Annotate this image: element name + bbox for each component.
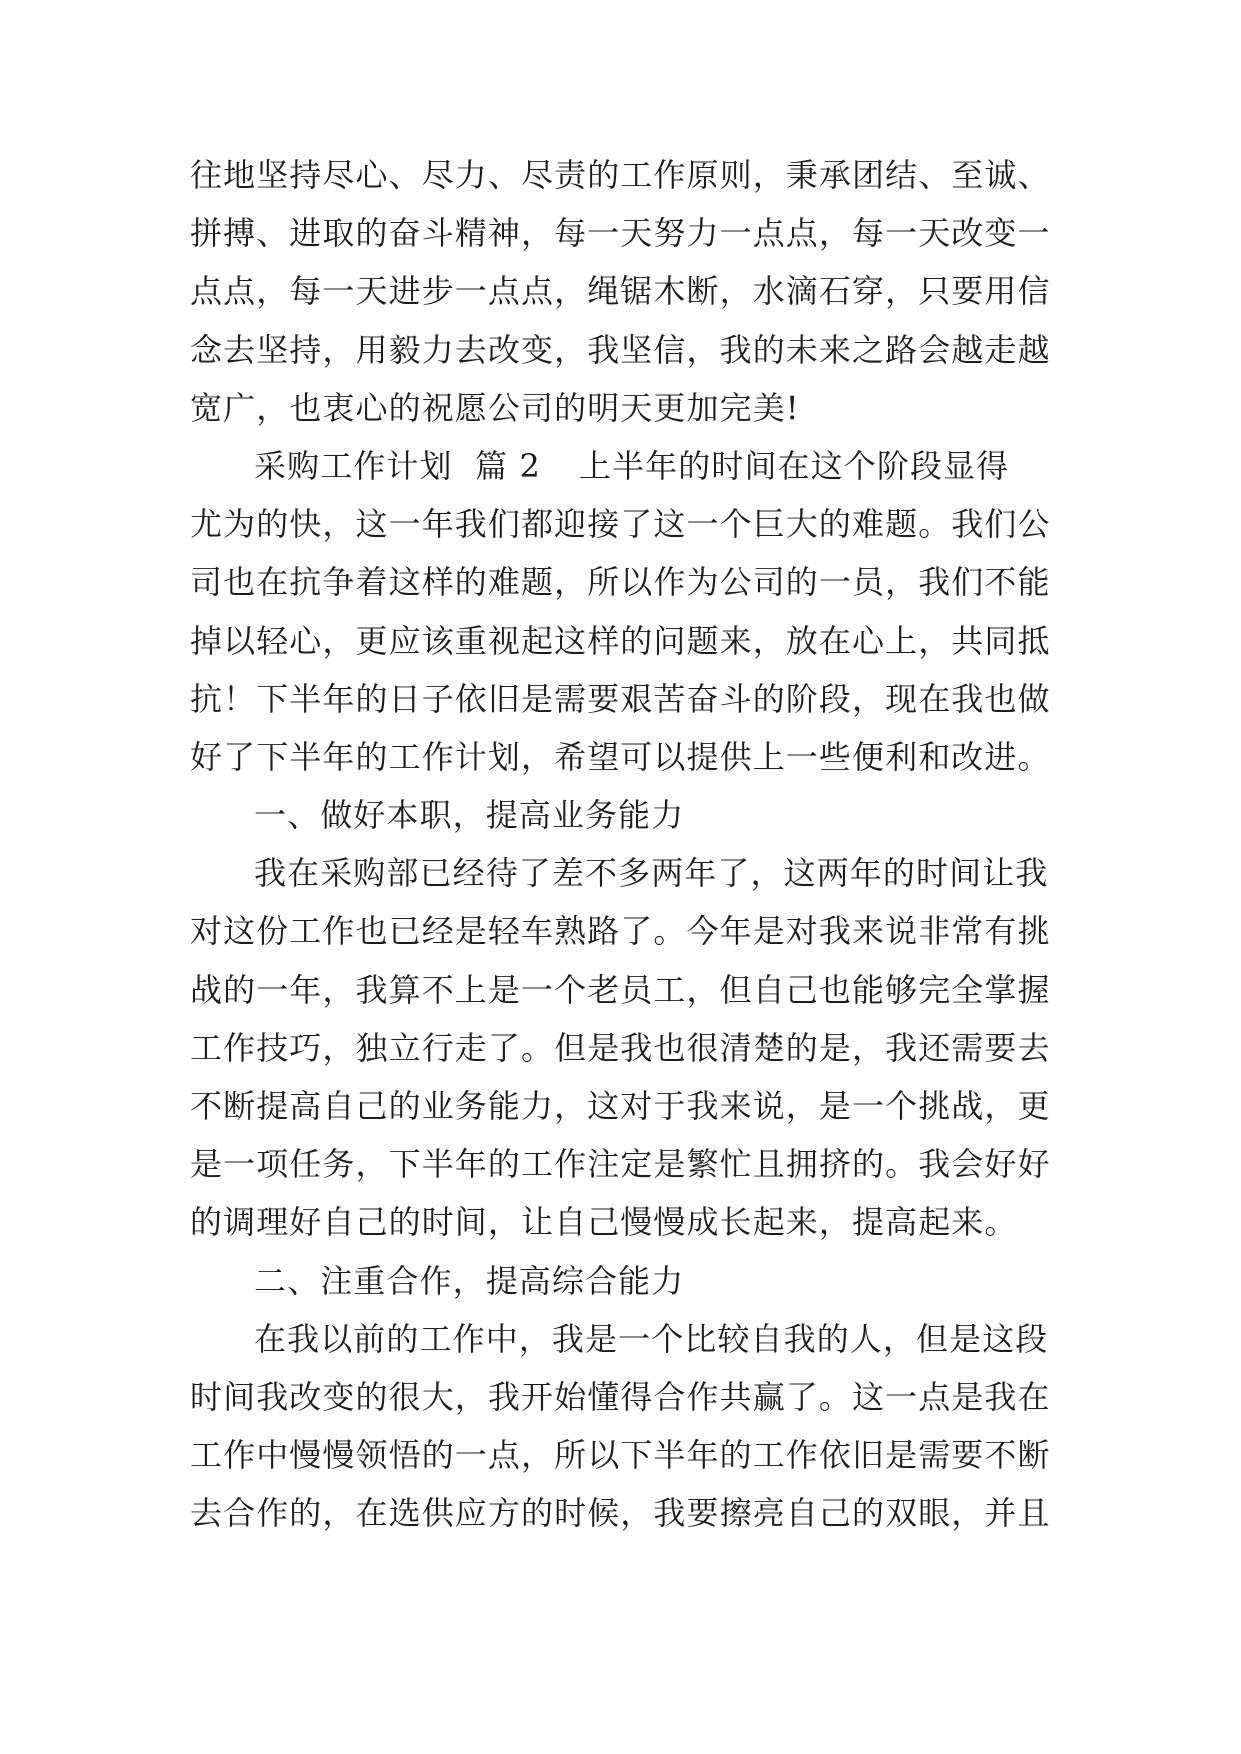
section-title: 采购工作计划 篇 2 [254,446,541,485]
paragraph-plan-intro [190,437,1080,786]
text-fragment: 上半年的时间在这个阶段显得 [578,446,1010,485]
text-line: 我在采购部已经待了差不多两年了，这两年的时间让我 [254,854,1049,893]
text-line: 不断提高自己的业务能力，这对于我来说，是一个挑战，更 [190,1087,1051,1125]
paragraph-closing [190,146,1080,437]
text-line: 是一项任务，下半年的工作注定是繁忙且拥挤的。我会好好 [190,1145,1051,1184]
document-body [190,146,1080,1543]
paragraph-cooperation [190,1310,1080,1543]
text-line: 的调理好自己的时间，让自己慢慢成长起来，提高起来。 [190,1203,1018,1242]
text-line: 对这份工作也已经是轻车熟路了。今年是对我来说非常有挑 [190,912,1051,951]
text-line: 拼搏、进取的奋斗精神，每一天努力一点点，每一天改变一 [190,214,1051,253]
text-line: 去合作的，在选供应方的时候，我要擦亮自己的双眼，并且 [190,1494,1051,1533]
text-line: 时间我改变的很大，我开始懂得合作共赢了。这一点是我在 [190,1377,1051,1416]
paragraph-business-ability [190,844,1080,1251]
text-line [190,437,1080,495]
subheading-one [190,786,1080,844]
subheading-text: 一、做好本职，提高业务能力 [254,796,685,835]
text-line: 在我以前的工作中，我是一个比较自我的人，但是这段 [254,1319,1049,1358]
text-line: 抗！下半年的日子依旧是需要艰苦奋斗的阶段，现在我也做 [190,679,1051,718]
subheading-two [190,1252,1080,1310]
text-line: 工作技巧，独立行走了。但是我也很清楚的是，我还需要去 [190,1028,1051,1067]
text-line: 点点，每一天进步一点点，绳锯木断，水滴石穿，只要用信 [190,272,1051,311]
text-line: 掉以轻心，更应该重视起这样的问题来，放在心上，共同抵 [190,621,1051,660]
text-line: 宽广，也衷心的祝愿公司的明天更加完美! [190,388,800,427]
text-line: 司也在抗争着这样的难题，所以作为公司的一员，我们不能 [190,563,1051,602]
text-line: 工作中慢慢领悟的一点，所以下半年的工作依旧是需要不断 [190,1436,1051,1475]
text-line: 尤为的快，这一年我们都迎接了这一个巨大的难题。我们公 [190,505,1051,544]
subheading-text: 二、注重合作，提高综合能力 [254,1261,685,1300]
text-line: 战的一年，我算不上是一个老员工，但自己也能够完全掌握 [190,970,1051,1009]
text-line: 念去坚持，用毅力去改变，我坚信，我的未来之路会越走越 [190,330,1051,369]
text-line: 往地坚持尽心、尽力、尽责的工作原则，秉承团结、至诚、 [190,156,1051,194]
text-line: 好了下半年的工作计划，希望可以提供上一些便利和改进。 [190,737,1051,776]
